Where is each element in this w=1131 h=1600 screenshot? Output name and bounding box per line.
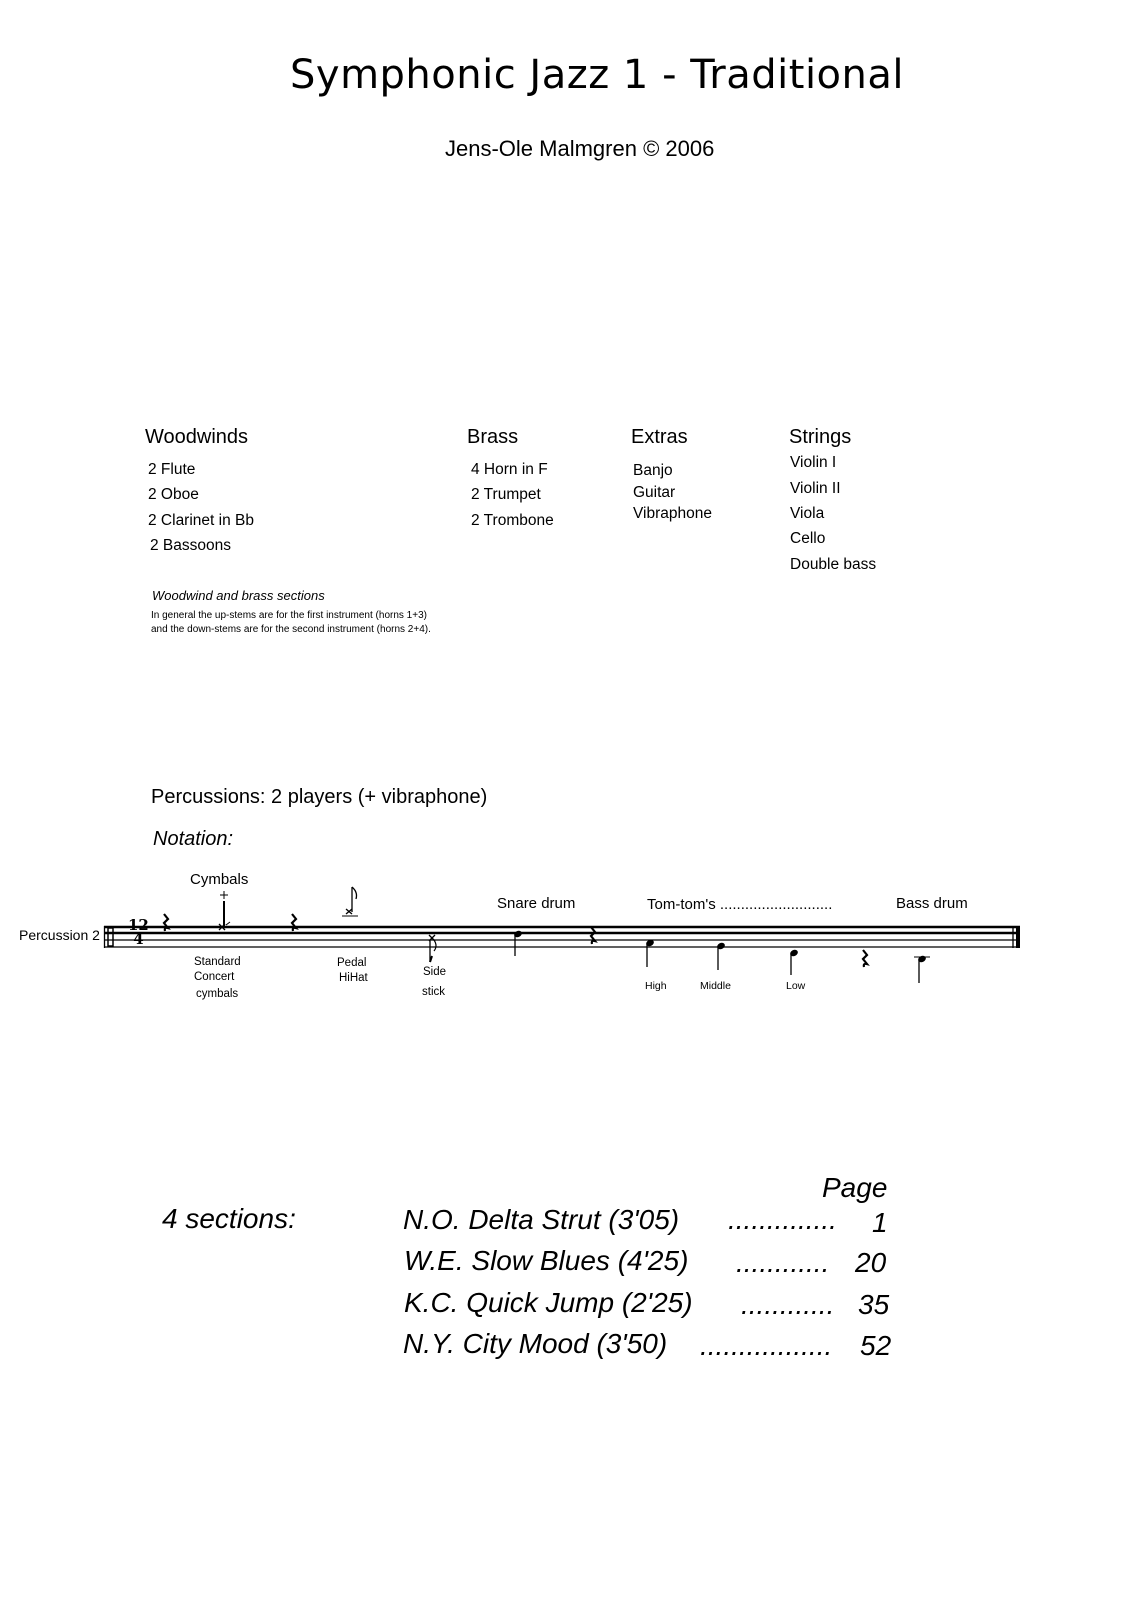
percussion-clef-icon	[108, 928, 113, 946]
extras-item: Banjo	[633, 462, 673, 479]
tom-toms-label: Tom-tom's ...........................	[647, 896, 833, 913]
snare-note	[513, 930, 523, 956]
section-page: 20	[855, 1247, 887, 1278]
percussion-heading: Percussions: 2 players (+ vibraphone)	[151, 786, 488, 808]
strings-item: Double bass	[790, 556, 877, 573]
section-page: 35	[858, 1289, 890, 1320]
time-signature	[128, 918, 149, 946]
page-column-heading: Page	[822, 1172, 888, 1203]
bass-drum-label: Bass drum	[896, 895, 968, 912]
woodwind-item: 2 Bassoons	[150, 537, 231, 554]
document-title: Symphonic Jazz 1 - Traditional	[290, 52, 905, 98]
staff-name: Percussion 2	[19, 927, 100, 943]
notation-label: Notation:	[153, 828, 234, 850]
woodwinds-heading: Woodwinds	[145, 426, 249, 448]
low-label: Low	[786, 980, 806, 992]
section-name: W.E. Slow Blues (4'25)	[404, 1245, 689, 1276]
quarter-rest-icon	[292, 914, 296, 931]
brass-heading: Brass	[467, 426, 519, 448]
extras-item: Vibraphone	[633, 505, 713, 522]
section-page: 1	[872, 1207, 888, 1238]
middle-label: Middle	[700, 980, 731, 992]
strings-heading: Strings	[789, 426, 852, 448]
quarter-rest-icon	[164, 914, 168, 931]
note-title: Woodwind and brass sections	[152, 588, 325, 603]
staff-lines	[104, 927, 1020, 947]
section-dots: ..............	[728, 1204, 837, 1235]
quarter-rest-icon	[591, 927, 595, 944]
hihat-label: HiHat	[339, 972, 368, 984]
section-dots: ............	[741, 1289, 835, 1320]
side-stick-note	[429, 935, 436, 962]
note-line: In general the up-stems are for the first instrument (horns 1+3)	[151, 610, 427, 621]
strings-item: Viola	[790, 505, 825, 522]
brass-item: 2 Trombone	[471, 512, 554, 529]
brass-item: 4 Horn in F	[471, 461, 548, 478]
sections-label: 4 sections:	[162, 1203, 296, 1234]
extras-heading: Extras	[631, 426, 688, 448]
strings-item: Violin I	[790, 454, 837, 471]
end-barline-thick	[1016, 926, 1020, 948]
snare-drum-label: Snare drum	[497, 895, 576, 912]
high-label: High	[645, 980, 667, 992]
extras-item: Guitar	[633, 484, 676, 501]
pedal-label: Pedal	[337, 957, 367, 969]
quarter-rest-icon	[863, 950, 867, 967]
woodwind-item: 2 Oboe	[148, 486, 199, 503]
tom-middle-note	[716, 942, 726, 970]
concert-label: Concert	[194, 971, 235, 983]
cymbal-note	[219, 891, 230, 930]
section-name: K.C. Quick Jump (2'25)	[404, 1287, 693, 1318]
tom-high-note	[645, 939, 655, 967]
tom-low-note	[789, 949, 799, 975]
section-page: 52	[860, 1330, 892, 1361]
section-name: N.O. Delta Strut (3'05)	[403, 1204, 680, 1235]
bass-drum-note	[914, 955, 930, 983]
strings-item: Violin II	[790, 480, 841, 497]
brass-item: 2 Trumpet	[471, 486, 541, 503]
stick-label: stick	[422, 986, 445, 998]
pedal-hihat-note	[342, 887, 358, 916]
author-copyright: Jens-Ole Malmgren © 2006	[445, 136, 715, 161]
time-signature-top: 12	[128, 916, 149, 934]
section-dots: ............	[736, 1247, 830, 1278]
time-signature-bottom: 4	[133, 930, 144, 948]
note-line: and the down-stems are for the second instrument (horns 2+4).	[151, 624, 431, 635]
standard-label: Standard	[194, 956, 241, 968]
cymbals-label: Cymbals	[190, 871, 249, 888]
cymbals-sub-label: cymbals	[196, 988, 239, 1000]
woodwind-item: 2 Flute	[148, 461, 196, 478]
section-dots: .................	[700, 1330, 833, 1361]
woodwind-item: 2 Clarinet in Bb	[148, 512, 254, 529]
side-label: Side	[423, 966, 447, 978]
section-name: N.Y. City Mood (3'50)	[403, 1328, 668, 1359]
strings-item: Cello	[790, 530, 826, 547]
